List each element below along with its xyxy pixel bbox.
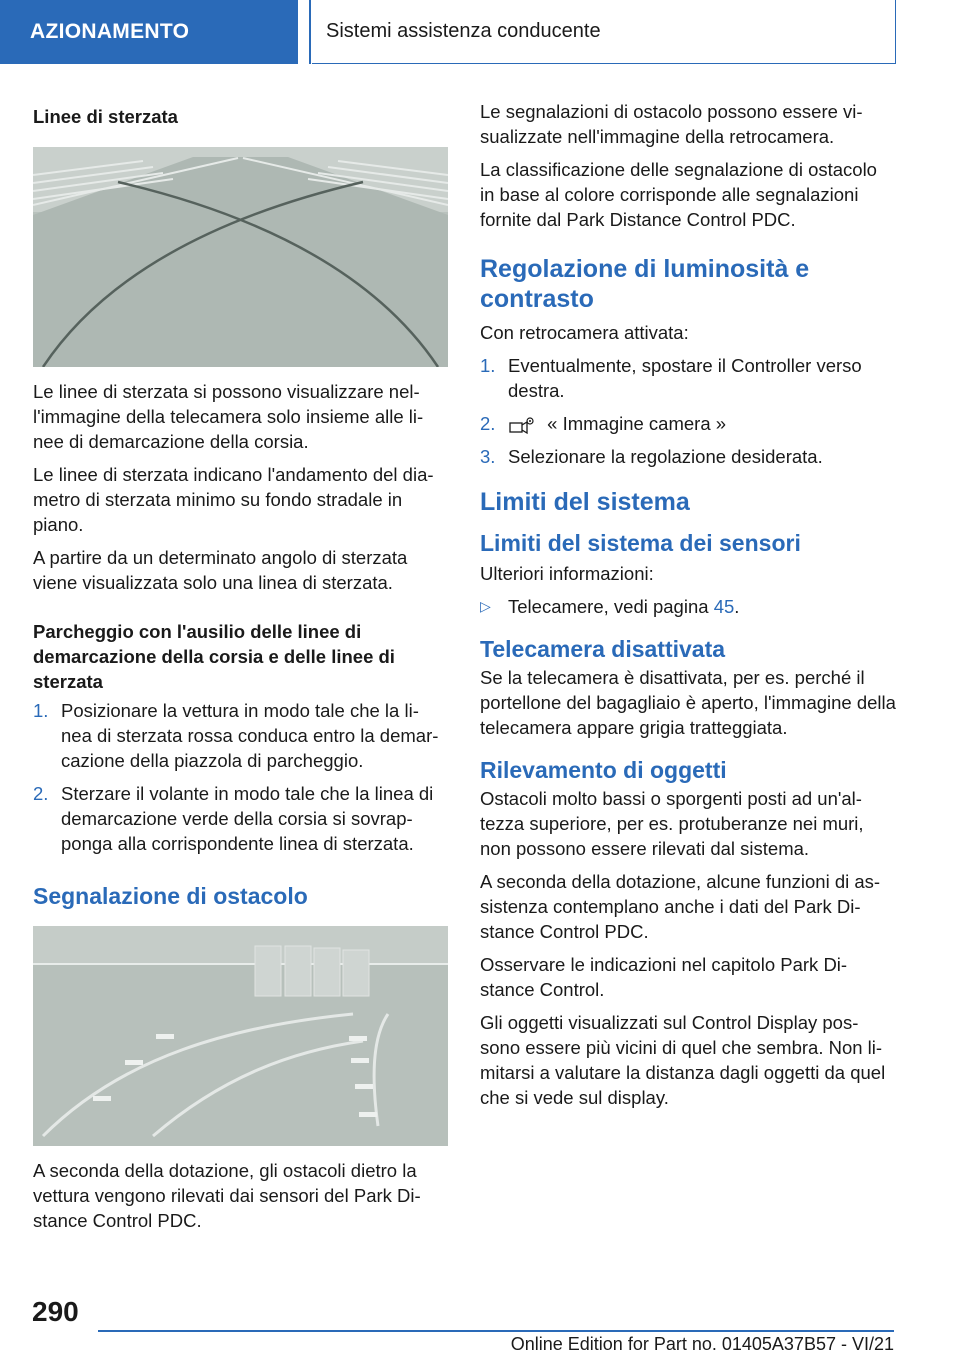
right-column xyxy=(480,99,896,1118)
page-number: 290 xyxy=(32,1296,79,1327)
camera-settings-icon xyxy=(508,414,538,436)
camera-off-para: Se la telecamera è disattivata, per es. perché il portellone del bagagliaio è aperto, l'immagine della telecamera appare grigia tratteggiata. xyxy=(480,667,896,739)
obstacle-warning-figure xyxy=(33,926,448,1146)
chapter-tab: AZIONAMENTO xyxy=(0,0,298,64)
header-divider xyxy=(309,0,311,64)
obstacle-para-2: Le segnalazioni di ostacolo possono essere vi-sualizzate nell'immagine della retrocamera. xyxy=(480,101,863,147)
more-info-list xyxy=(480,594,896,619)
steering-para-2: Le linee di sterzata indicano l'andamento del dia-metro di sterzata minimo su fondo stradale in piano. xyxy=(33,464,434,535)
heading-object-detection: Rilevamento di oggetti xyxy=(480,757,727,784)
detection-para-1: Ostacoli molto bassi o sporgenti posti ad un'al-tezza superiore, per es. protuberanze nei muri, non possono essere rilevati dal sistema. xyxy=(480,788,864,860)
detection-para-2: A seconda della dotazione, alcune funzioni di as-sistenza contemplano anche i dati del Park Di-stance Control PDC. xyxy=(480,871,881,943)
left-column xyxy=(33,100,449,1241)
obstacle-para-3: La classificazione delle segnalazione di ostacolo in base al colore corrisponde alle segnalazioni fornite dal Park Distance Control PDC. xyxy=(480,159,877,230)
obstacle-para: A seconda della dotazione, gli ostacoli dietro la vettura vengono rilevati dai sensori del Park Di-stance Control PDC. xyxy=(33,1160,421,1231)
list-item: 2. Sterzare il volante in modo tale che la linea di demarcazione verde della corsia si sovrap-ponga alla corrispondente linea di sterzata. xyxy=(33,783,434,854)
list-item: ▷ Telecamere, vedi pagina 45. xyxy=(480,596,740,618)
list-item: 1. Eventualmente, spostare il Controller verso destra. xyxy=(480,355,862,401)
brightness-steps xyxy=(480,353,896,469)
heading-steering-lines: Linee di sterzata xyxy=(33,106,178,127)
list-item: 3. Selezionare la regolazione desiderata. xyxy=(480,446,823,468)
footer-divider xyxy=(98,1330,894,1332)
section-title: Sistemi assistenza conducente xyxy=(312,0,896,64)
parking-steps xyxy=(33,698,449,856)
detection-para-4: Gli oggetti visualizzati sul Control Display pos-sono essere più vicini di quel che sembra. Non li-mitarsi a valutare la distanza dagli oggetti da quel che si vede sul display. xyxy=(480,1012,886,1109)
heading-camera-off: Telecamera disattivata xyxy=(480,636,726,663)
heading-parking: Parcheggio con l'ausilio delle linee di demarcazione della corsia e delle linee di sterzata xyxy=(33,621,395,692)
brightness-intro: Con retrocamera attivata: xyxy=(480,322,689,343)
list-item: 2. « Immagine camera » xyxy=(480,411,896,436)
page-link[interactable]: 45 xyxy=(713,596,735,618)
steering-lines-figure xyxy=(33,147,448,367)
edition-note: Online Edition for Part no. 01405A37B57 - VI/21 xyxy=(510,1334,894,1354)
heading-brightness: Regolazione di luminosità e contrasto xyxy=(480,255,810,313)
more-info-label: Ulteriori informazioni: xyxy=(480,563,654,585)
heading-system-limits: Limiti del sistema xyxy=(480,488,690,517)
steering-para-3: A partire da un determinato angolo di sterzata viene visualizzata solo una linea di sterzata. xyxy=(33,547,408,593)
steering-para-1: Le linee di sterzata si possono visualizzare nel-l'immagine della telecamera solo insieme alle li-nee di demarcazione della corsia. xyxy=(33,381,424,452)
list-item: 1. Posizionare la vettura in modo tale che la li-nea di sterzata rossa conduca entro la demar-cazione della piazzola di parcheggio. xyxy=(33,700,439,771)
heading-obstacle: Segnalazione di ostacolo xyxy=(33,883,308,909)
detection-para-3: Osservare le indicazioni nel capitolo Park Di-stance Control. xyxy=(480,954,848,1001)
heading-sensor-limits: Limiti del sistema dei sensori xyxy=(480,530,801,557)
